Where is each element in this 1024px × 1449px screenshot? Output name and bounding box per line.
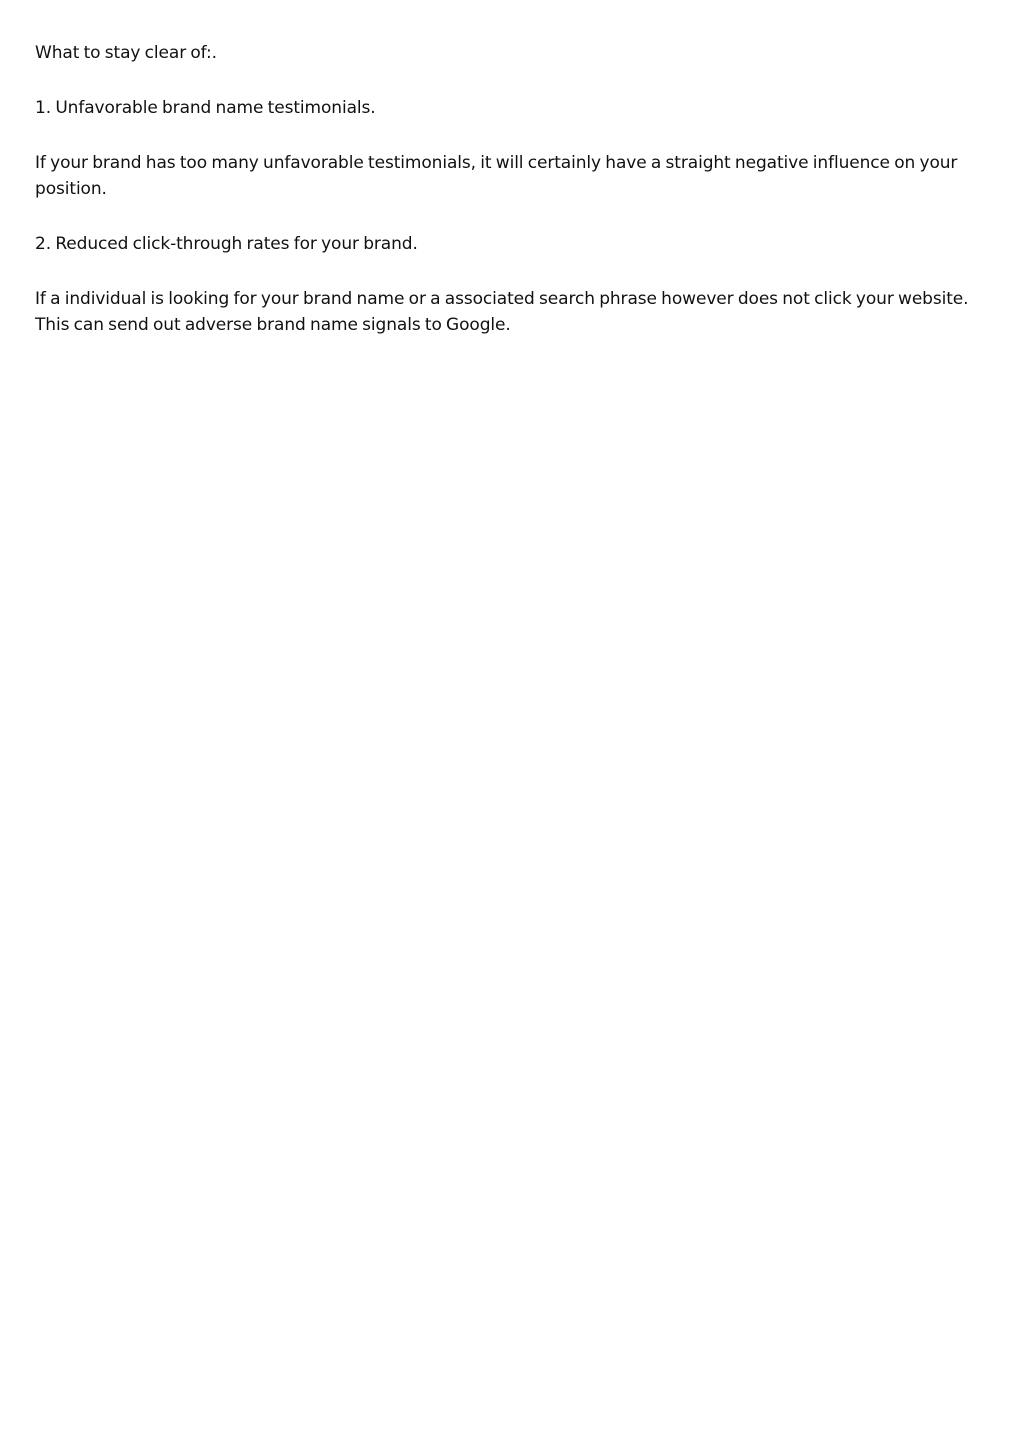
list-item-1-text: If your brand has too many unfavorable testimonials, it will certainly have a straight negative influence on your position. bbox=[35, 153, 958, 199]
intro-heading: What to stay clear of:. bbox=[35, 43, 217, 63]
list-item-1-heading: 1. Unfavorable brand name testimonials. bbox=[35, 98, 376, 118]
document-body bbox=[35, 40, 985, 367]
list-item-2-heading: 2. Reduced click-through rates for your brand. bbox=[35, 234, 418, 254]
list-item-2-text: If a individual is looking for your brand name or a associated search phrase however does not click your website. This can send out adverse brand name signals to Google. bbox=[35, 289, 969, 335]
